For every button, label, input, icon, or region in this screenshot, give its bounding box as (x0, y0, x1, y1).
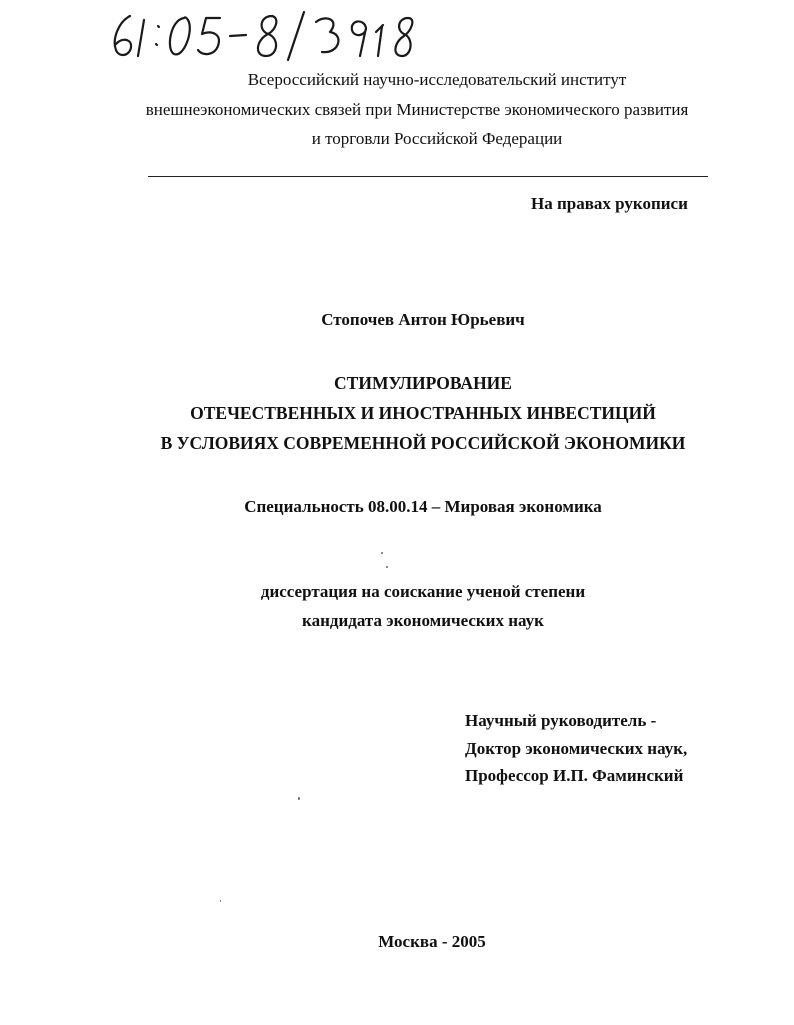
title-line-3: В УСЛОВИЯХ СОВРЕМЕННОЙ РОССИЙСКОЙ ЭКОНОМИКИ (160, 433, 686, 453)
handwritten-archive-number (108, 6, 438, 64)
supervisor-line-3: Профессор И.П. Фаминский (465, 766, 684, 785)
handwritten-number-svg (108, 6, 438, 64)
scan-speck (298, 797, 300, 800)
title-line-1: СТИМУЛИРОВАНИЕ (334, 373, 512, 393)
institute-line-3: и торговли Российской Федерации (311, 129, 563, 148)
institute-line-2: внешнеэкономических связей при Министерстве экономического развития (145, 100, 689, 119)
supervisor-line-1: Научный руководитель - (465, 711, 657, 730)
title-line-2: ОТЕЧЕСТВЕННЫХ И ИНОСТРАННЫХ ИНВЕСТИЦИЙ (190, 403, 656, 423)
dissertation-line-2: кандидата экономических наук (302, 611, 544, 630)
scan-speck (386, 566, 388, 568)
header-divider (148, 176, 708, 177)
city-year: Москва - 2005 (378, 932, 486, 951)
author-name: Стопочев Антон Юрьевич (321, 310, 525, 329)
scan-speck (381, 552, 383, 554)
supervisor-line-2: Доктор экономических наук, (465, 739, 688, 758)
specialty: Специальность 08.00.14 – Мировая экономика (244, 497, 602, 516)
dissertation-line-1: диссертация на соискание ученой степени (260, 582, 586, 601)
scan-speck (220, 900, 221, 902)
manuscript-rights: На правах рукописи (531, 194, 688, 213)
institute-line-1: Всероссийский научно-исследовательский институт (247, 70, 627, 89)
